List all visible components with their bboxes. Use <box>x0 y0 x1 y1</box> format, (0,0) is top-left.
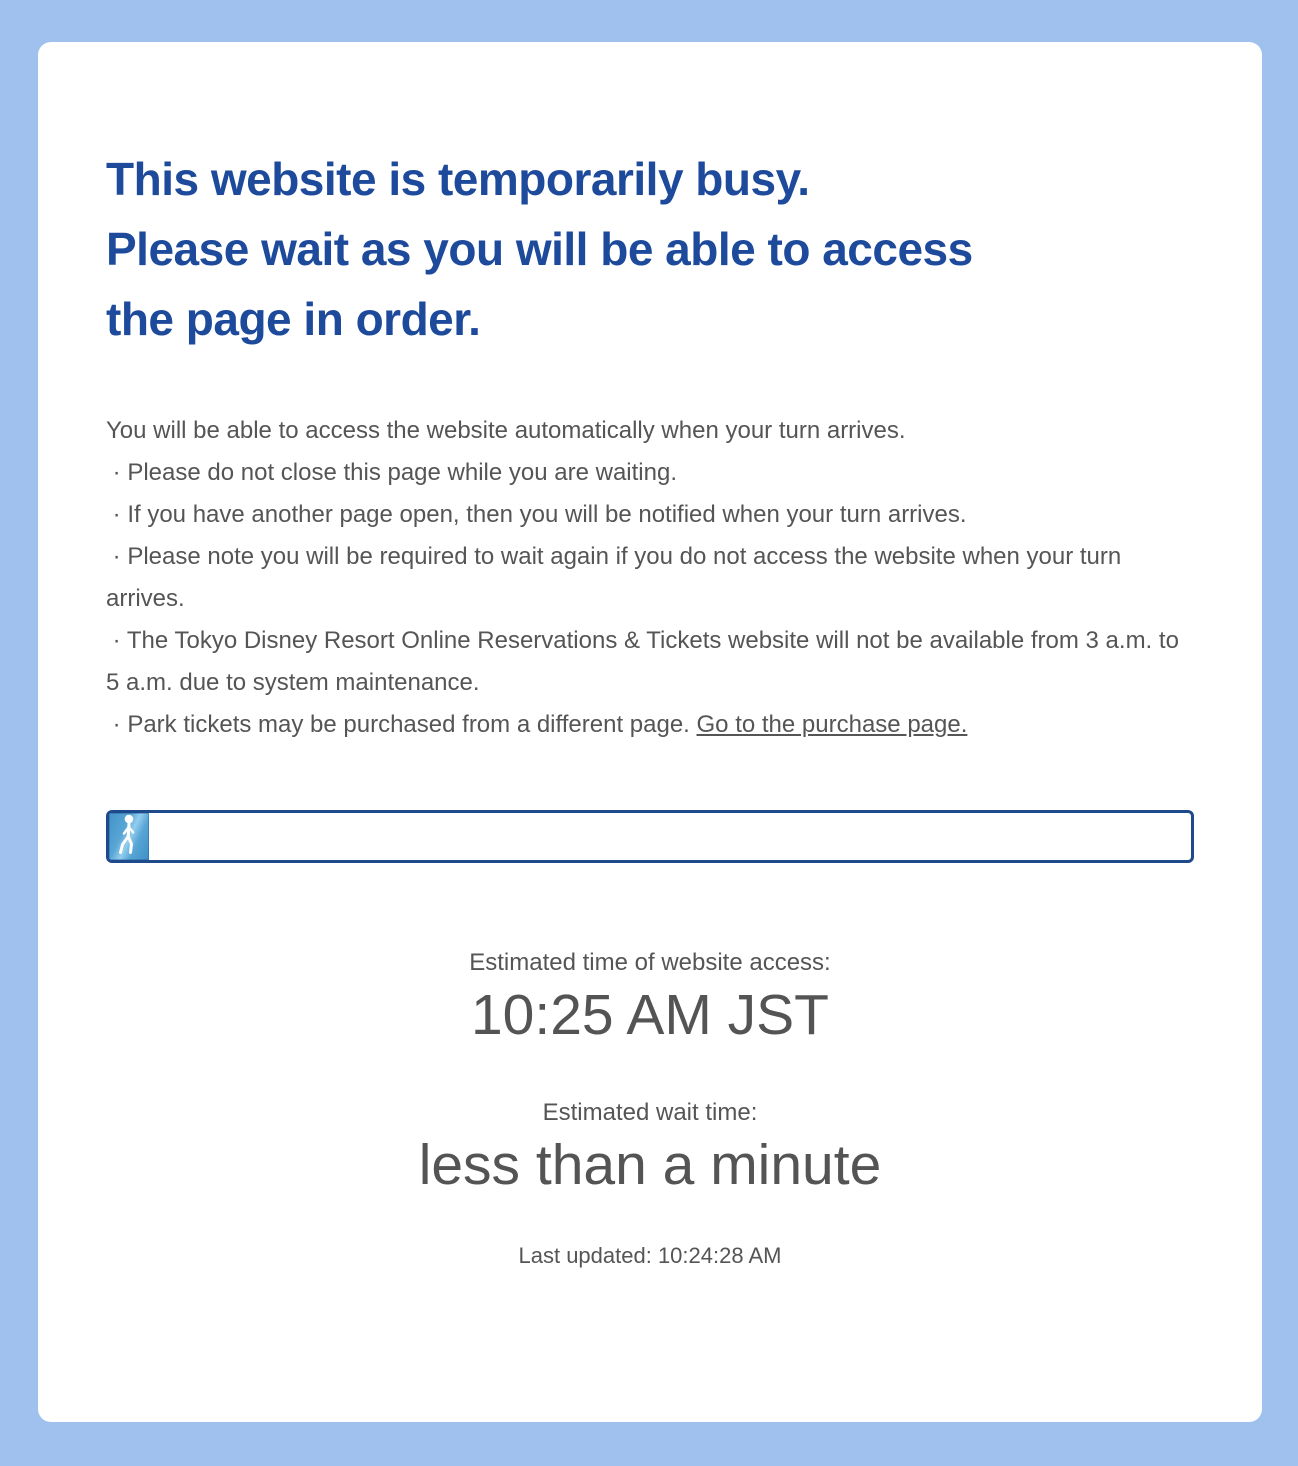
notice-item-other-page-notify: · If you have another page open, then you will be notified when your turn arrives. <box>106 501 967 528</box>
last-updated-text: Last updated: 10:24:28 AM <box>518 1243 782 1268</box>
notice-item-park-tickets <box>106 704 1194 746</box>
wait-time-label: Estimated wait time: <box>542 1099 758 1126</box>
wait-time-value: less than a minute <box>418 1133 882 1197</box>
waiting-room-card <box>38 42 1262 1422</box>
page-title-line-2: Please wait as you will be able to access <box>106 223 973 275</box>
purchase-page-link[interactable]: Go to the purchase page. <box>696 711 968 738</box>
notice-item-maintenance: · The Tokyo Disney Resort Online Reservations & Tickets website will not be available from 3 a.m. to 5 a.m. due to system maintenance. <box>106 627 1179 696</box>
queue-progress-bar <box>106 810 1194 863</box>
page-title-line-1: This website is temporarily busy. <box>106 153 810 205</box>
page-title <box>106 144 1194 354</box>
notice-intro: You will be able to access the website automatically when your turn arrives. <box>106 417 906 444</box>
queue-status <box>106 948 1194 1270</box>
notice-item-park-tickets-text: · Park tickets may be purchased from a different page. <box>106 711 690 738</box>
access-time-value: 10:25 AM JST <box>470 983 829 1047</box>
notice-text <box>106 410 1194 746</box>
page-title-line-3: the page in order. <box>106 293 481 345</box>
notice-item-wait-again: · Please note you will be required to wait again if you do not access the website when your turn arrives. <box>106 543 1122 612</box>
queue-progress-marker <box>109 813 149 860</box>
walking-person-icon <box>112 812 146 861</box>
notice-item-keep-page-open: · Please do not close this page while you are waiting. <box>106 459 677 486</box>
access-time-label: Estimated time of website access: <box>469 949 831 976</box>
